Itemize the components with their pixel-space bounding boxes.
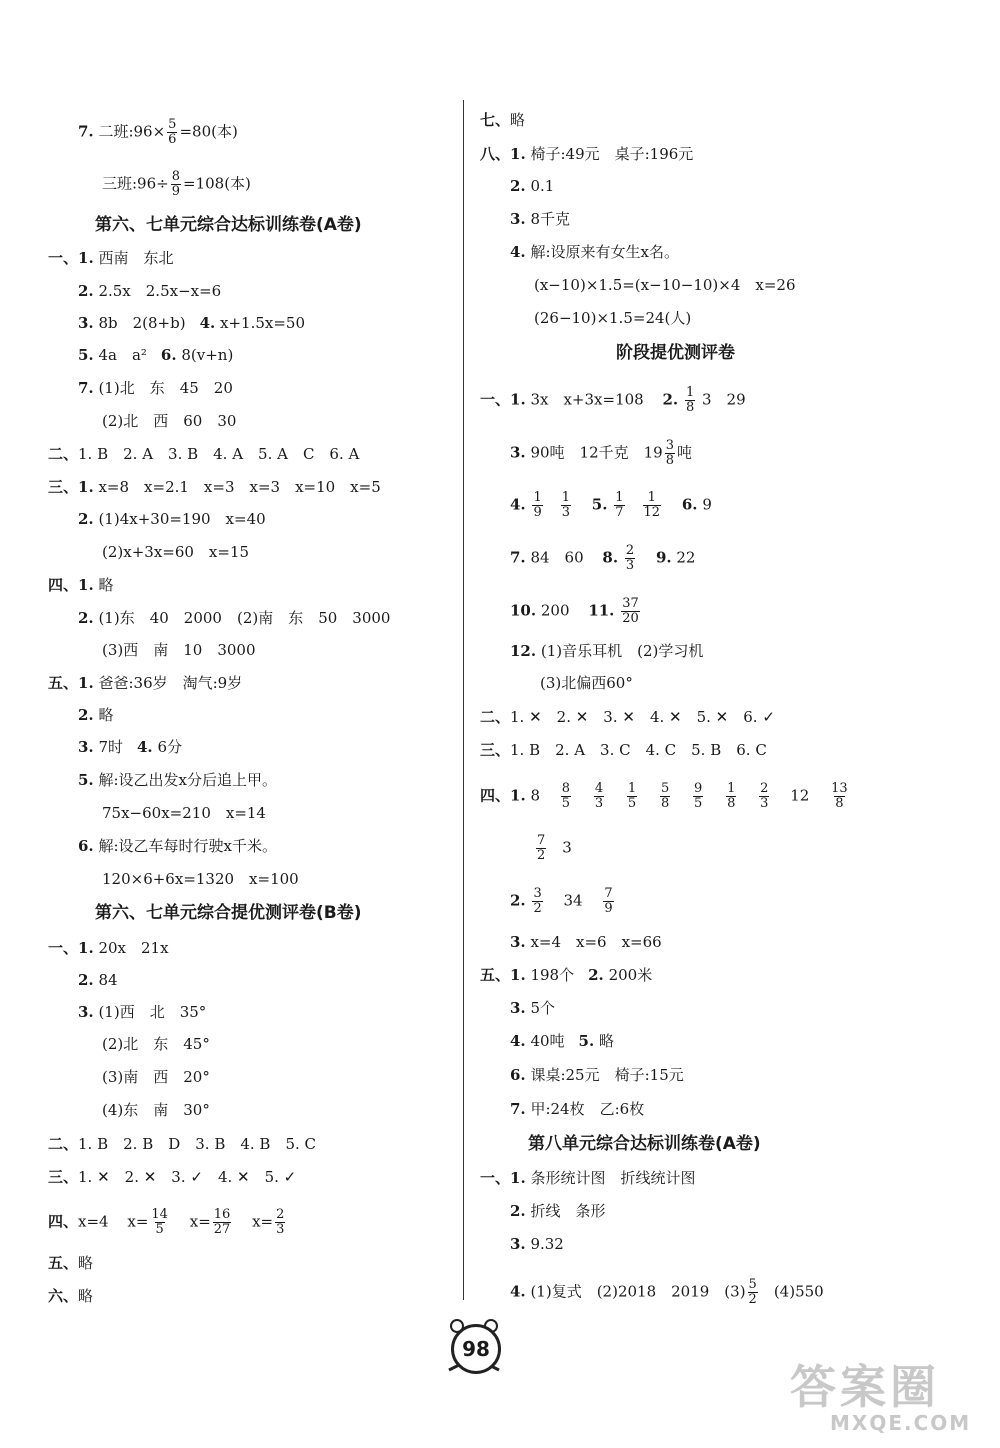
answer-line: 三、1. ✕ 2. ✕ 3. ✓ 4. ✕ 5. ✓: [48, 1168, 297, 1186]
answer-line: 一、1. 条形统计图 折线统计图: [480, 1169, 696, 1187]
answer-line: 10. 200 11. $\frac{37}{20}$: [510, 596, 639, 626]
answer-line: 五、略: [48, 1254, 94, 1272]
answer-line: 5. 4a a² 6. 8(v+n): [78, 346, 234, 364]
answer-line: (3)南 西 20°: [102, 1068, 210, 1086]
answer-line: 7. 84 60 8. $\frac{2}{3}$ 9. 22: [510, 543, 696, 573]
fraction: $\frac{2}{3}$: [760, 781, 769, 811]
fraction: $\frac{4}{3}$: [594, 781, 604, 811]
answer-line: (x−10)×1.5=(x−10−10)×4 x=26: [534, 276, 796, 294]
answer-line: 二、1. B 2. B D 3. B 4. B 5. C: [48, 1135, 317, 1153]
section-title-b: 第六、七单元综合提优测评卷(B卷): [95, 903, 362, 923]
answer-line: 4. (1)复式 (2)2018 2019 (3) $\frac{5}{2}$ (4)550: [510, 1277, 824, 1307]
fraction: $\frac{37}{20}$: [622, 596, 639, 626]
answer-line: 七、略: [480, 111, 526, 129]
fraction: $\frac{3}{2}$: [533, 886, 542, 916]
answer-line: 3. 9.32: [510, 1235, 564, 1253]
answer-line: 2. 2.5x 2.5x−x=6: [78, 282, 222, 300]
fraction: $\frac{5}{6}$: [168, 117, 177, 147]
answer-line: 4. 解:设原来有女生x名。: [510, 243, 679, 261]
answer-line: 6. 课桌:25元 椅子:15元: [510, 1066, 684, 1084]
answer-line: 六、略: [48, 1287, 94, 1305]
answer-line: 2. (1)4x+30=190 x=40: [78, 510, 266, 528]
section-title-stage: 阶段提优测评卷: [616, 343, 735, 363]
answer-line: 三、1. B 2. A 3. C 4. C 5. B 6. C: [480, 741, 767, 759]
answer-line: 4. 40吨 5. 略: [510, 1032, 615, 1050]
fraction: $\frac{7}{9}$: [604, 886, 613, 916]
answer-line: (3)北偏西60°: [540, 674, 633, 692]
answer-line: 3. 8千克: [510, 210, 570, 228]
fraction: $\frac{8}{5}$: [561, 781, 571, 811]
answer-line: (4)东 南 30°: [102, 1101, 210, 1119]
answer-line: 3. 90吨 12千克 19 $\frac{3}{8}$ 吨: [510, 438, 693, 468]
answer-line: 120×6+6x=1320 x=100: [102, 870, 299, 888]
section-title-unit8: 第八单元综合达标训练卷(A卷): [528, 1134, 761, 1154]
answer-line: 2. 84: [78, 971, 118, 989]
answer-line: 一、1. 西南 东北: [48, 249, 174, 267]
fraction: $\frac{9}{5}$: [694, 781, 703, 811]
fraction: $\frac{5}{8}$: [660, 781, 670, 811]
answer-line: 12. (1)音乐耳机 (2)学习机: [510, 642, 704, 660]
section-title-a: 第六、七单元综合达标训练卷(A卷): [95, 215, 362, 235]
answer-line: 3. 8b 2(8+b) 4. x+1.5x=50: [78, 314, 306, 332]
answer-line: 五、1. 198个 2. 200米: [480, 966, 653, 984]
answer-line: 2. 0.1: [510, 177, 555, 195]
fraction: $\frac{8}{9}$: [171, 169, 180, 199]
answer-line: 一、1. 3x x+3x=108 2. $\frac{1}{8}$ 3 29: [480, 385, 746, 415]
watermark: 答案圈 MXQE.COM: [790, 1360, 972, 1435]
answer-line: 2. $\frac{3}{2}$ 34 $\frac{7}{9}$: [510, 886, 613, 916]
fraction: $\frac{5}{2}$: [748, 1277, 757, 1307]
fraction: $\frac{1}{12}$: [643, 490, 661, 520]
answer-line: (2)北 东 45°: [102, 1035, 210, 1053]
fraction: $\frac{1}{9}$: [533, 490, 542, 520]
answer-line: 6. 解:设乙车每时行驶x千米。: [78, 837, 277, 855]
fraction: $\frac{1}{7}$: [615, 490, 624, 520]
answer-line: 四、x=4 x= $\frac{14}{5}$ x= $\frac{16}{27}$ x= $\frac{2}{3}$: [48, 1207, 285, 1237]
answer-line: 四、1. 略: [48, 576, 114, 594]
answer-line: 二、1. B 2. A 3. B 4. A 5. A C 6. A: [48, 445, 360, 463]
page-number: 98: [451, 1324, 501, 1374]
answer-line: (26−10)×1.5=24(人): [534, 309, 692, 327]
fraction: $\frac{1}{8}$: [727, 781, 736, 811]
fraction: $\frac{2}{3}$: [625, 543, 635, 573]
answer-line: 5. 解:设乙出发x分后追上甲。: [78, 771, 277, 789]
fraction: $\frac{7}{2}$: [537, 833, 546, 863]
fraction: $\frac{1}{3}$: [561, 490, 571, 520]
column-divider: [463, 100, 464, 1300]
answer-line: 四、1. 8 $\frac{8}{5}$ $\frac{4}{3}$ $\frac{1}{5}$ $\frac{5}{8}$ $\frac{9}{5}$ $\frac{1}{8}$ $\frac{2}{3}$ 12 $\frac{13}{8}$: [480, 781, 848, 811]
answer-line: 3. x=4 x=6 x=66: [510, 933, 662, 951]
answer-line: 7. 甲:24枚 乙:6枚: [510, 1100, 645, 1118]
answer-line: 3. 7时 4. 6分: [78, 738, 182, 756]
page-number-badge: [445, 1318, 505, 1378]
answer-line: 一、1. 20x 21x: [48, 939, 169, 957]
answer-line: 三、1. x=8 x=2.1 x=3 x=3 x=10 x=5: [48, 478, 381, 496]
q7-line1: 7. 二班:96× $\frac{5}{6}$ =80(本): [78, 117, 238, 147]
fraction: $\frac{1}{5}$: [627, 781, 637, 811]
fraction: $\frac{13}{8}$: [831, 781, 848, 811]
answer-line: 7. (1)北 东 45 20: [78, 379, 233, 397]
fraction: $\frac{2}{3}$: [276, 1207, 285, 1237]
answer-line: (3)西 南 10 3000: [102, 641, 256, 659]
answer-line: 五、1. 爸爸:36岁 淘气:9岁: [48, 674, 243, 692]
answer-line: 2. 折线 条形: [510, 1202, 606, 1220]
answer-line: 3. 5个: [510, 999, 555, 1017]
answer-line: 3. (1)西 北 35°: [78, 1003, 207, 1021]
answer-line: $\frac{7}{2}$ 3: [537, 833, 572, 863]
fraction: $\frac{14}{5}$: [151, 1207, 168, 1237]
answer-line: 4. $\frac{1}{9}$ $\frac{1}{3}$ 5. $\frac{1}{7}$ $\frac{1}{12}$ 6. 9: [510, 490, 712, 520]
answer-line: 2. 略: [78, 706, 114, 724]
fraction: $\frac{1}{8}$: [685, 385, 695, 415]
answer-line: 二、1. ✕ 2. ✕ 3. ✕ 4. ✕ 5. ✕ 6. ✓: [480, 708, 775, 726]
answer-line: (2)x+3x=60 x=15: [102, 543, 250, 561]
fraction: $\frac{3}{8}$: [665, 438, 674, 468]
fraction: $\frac{16}{27}$: [213, 1207, 231, 1237]
answer-line: 八、1. 椅子:49元 桌子:196元: [480, 145, 694, 163]
answer-line: 2. (1)东 40 2000 (2)南 东 50 3000: [78, 609, 391, 627]
answer-line: 75x−60x=210 x=14: [102, 804, 266, 822]
answer-line: (2)北 西 60 30: [102, 412, 237, 430]
q7-line2: 三班:96÷ $\frac{8}{9}$ =108(本): [102, 169, 251, 199]
